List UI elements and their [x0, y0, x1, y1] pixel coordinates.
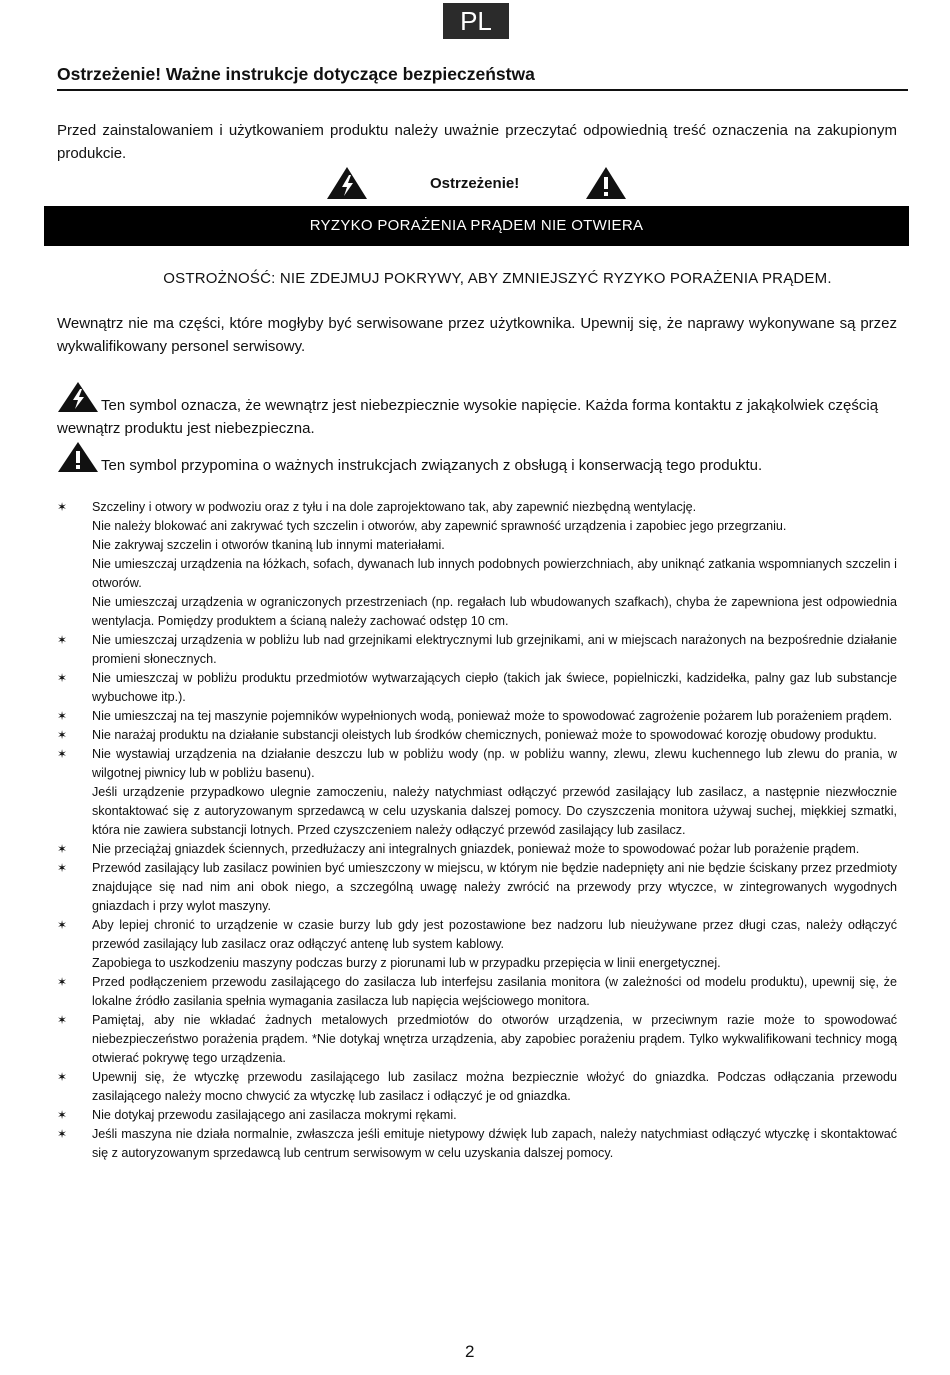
list-item-text: Nie narażaj produktu na działanie substancji oleistych lub środków chemicznych, ponieważ może to spowodować korozję obudowy produktu.: [92, 728, 877, 742]
list-item: [57, 498, 897, 631]
list-item-text: Aby lepiej chronić to urządzenie w czasie burzy lub gdy jest pozostawione bez nadzoru lub nieużywane przez długi czas, należy odłączyć przewód zasilający lub zasilacz oraz odłączyć antenę lub system kablowy.: [92, 918, 897, 951]
list-item: [57, 726, 897, 745]
shock-risk-banner: RYZYKO PORAŻENIA PRĄDEM NIE OTWIERA: [44, 206, 909, 246]
title-divider: [57, 89, 908, 91]
bullet-star-icon: ✶: [57, 747, 68, 761]
symbol-instructions-text: Ten symbol przypomina o ważnych instrukcjach związanych z obsługą i konserwacją tego produktu.: [101, 457, 763, 474]
list-item-text: Jeśli urządzenie przypadkowo ulegnie zamoczeniu, należy natychmiast odłączyć przewód zasilający lub zasilacz, a następnie niezwłocznie skontaktować się z autoryzowanym sprzedawcą w celu uzyskania dalszej pomocy. Do czyszczenia monitora używaj suchej, miękkiej szmatki, która nie zawiera substancji lotnych. Przed czyszczeniem należy odłączyć przewód zasilający lub zasilacz.: [92, 785, 897, 837]
caution-text: OSTROŻNOŚĆ: NIE ZDEJMUJ POKRYWY, ABY ZMNIEJSZYĆ RYZYKO PORAŻENIA PRĄDEM.: [163, 270, 832, 287]
warning-row: [0, 166, 950, 202]
bullet-star-icon: ✶: [57, 1108, 68, 1122]
list-item-text: Przed podłączeniem przewodu zasilającego do zasilacza lub interfejsu zasilania monitora (w zależności od modelu produktu), upewnij się, że lokalne źródło zasilania spełnia wymagania zasilacza lub napięcia wejściowego monitora.: [92, 975, 897, 1008]
symbol-voltage-text: Ten symbol oznacza, że wewnątrz jest niebezpiecznie wysokie napięcie. Każda forma kontaktu z jakąkolwiek częścią wewnątrz produktu jest niebezpieczna.: [57, 397, 879, 437]
list-item-text: Zapobiega to uszkodzeniu maszyny podczas burzy z piorunami lub w przypadku przepięcia w linii energetycznej.: [92, 956, 721, 970]
safety-instructions-list: [57, 498, 897, 1163]
list-item: [57, 859, 897, 916]
symbol-voltage-note: [57, 381, 902, 440]
language-badge: PL: [443, 3, 509, 39]
bullet-star-icon: ✶: [57, 842, 68, 856]
page-title: Ostrzeżenie! Ważne instrukcje dotyczące bezpieczeństwa: [57, 64, 535, 84]
list-item-text: Pamiętaj, aby nie wkładać żadnych metalowych przedmiotów do otworów urządzenia, w przeciwnym razie może to spowodować niebezpieczeństwo porażenia prądem. *Nie dotykaj wnętrza urządzenia, aby zapobiec porażeniu prądem. Tylko wykwalifikowani technicy mogą otwierać pokrywę tego urządzenia.: [92, 1013, 897, 1065]
list-item-text: Nie umieszczaj na tej maszynie pojemników wypełnionych wodą, ponieważ może to spowodować zagrożenie pożarem lub porażeniem prądem.: [92, 709, 893, 723]
list-item: [57, 1068, 897, 1106]
bullet-star-icon: ✶: [57, 1070, 68, 1084]
list-item: [57, 1125, 897, 1163]
list-item-text: Nie umieszczaj urządzenia w ograniczonych przestrzeniach (np. regałach lub wbudowanych szafkach), chyba że zapewniona jest odpowiednia wentylacja. Pomiędzy produktem a ścianą należy zachować odstęp 10 cm.: [92, 595, 897, 628]
list-item-text: Nie umieszczaj urządzenia w pobliżu lub nad grzejnikami elektrycznymi lub grzejnikami, ani w miejscach narażonych na bezpośrednie działanie promieni słonecznych.: [92, 633, 897, 666]
list-item: [57, 1011, 897, 1068]
list-item-text: Nie należy blokować ani zakrywać tych szczelin i otworów, aby zapewnić sprawność urządzenia i zapobiec jego przegrzaniu.: [92, 519, 787, 533]
bullet-star-icon: ✶: [57, 861, 68, 875]
symbol-instructions-note: [57, 441, 902, 477]
bullet-star-icon: ✶: [57, 671, 68, 685]
list-item: [57, 631, 897, 669]
lightning-warning-icon: [326, 166, 368, 200]
list-item: [57, 840, 897, 859]
exclamation-warning-icon: [57, 441, 99, 473]
list-item-text: Nie zakrywaj szczelin i otworów tkaniną lub innymi materiałami.: [92, 538, 445, 552]
bullet-star-icon: ✶: [57, 975, 68, 989]
bullet-star-icon: ✶: [57, 709, 68, 723]
list-item: [57, 916, 897, 973]
warning-label: Ostrzeżenie!: [430, 175, 520, 192]
list-item-text: Nie wystawiaj urządzenia na działanie deszczu lub w pobliżu wody (np. w pobliżu wanny, zlewu, zlewu kuchennego lub zlewu do prania, w wilgotnej piwnicy lub w pobliżu basenu).: [92, 747, 897, 780]
list-item-text: Nie dotykaj przewodu zasilającego ani zasilacza mokrymi rękami.: [92, 1108, 457, 1122]
list-item-text: Nie umieszczaj urządzenia na łóżkach, sofach, dywanach lub innych podobnych powierzchniach, aby uniknąć zatkania wspomnianych szczelin i otworów.: [92, 557, 897, 590]
bullet-star-icon: ✶: [57, 1013, 68, 1027]
service-note: Wewnątrz nie ma części, które mogłyby być serwisowane przez użytkownika. Upewnij się, że naprawy wykonywane są przez wykwalifikowany personel serwisowy.: [57, 315, 897, 355]
list-item: [57, 745, 897, 840]
bullet-star-icon: ✶: [57, 500, 68, 514]
exclamation-warning-icon: [585, 166, 627, 200]
list-item: [57, 707, 897, 726]
bullet-star-icon: ✶: [57, 728, 68, 742]
list-item-text: Przewód zasilający lub zasilacz powinien być umieszczony w miejscu, w którym nie będzie nadepnięty ani nie będzie ściskany przez przedmioty znajdujące się nad nim ani obok niego, a szczególną uwagę należy zwrócić na przewody przy wtyczce, w zintegrowanych wygodnych gniazdach i przy wylot maszyny.: [92, 861, 897, 913]
bullet-star-icon: ✶: [57, 633, 68, 647]
list-item-text: Nie umieszczaj w pobliżu produktu przedmiotów wytwarzających ciepło (takich jak świece, popielniczki, kadzidełka, palny gaz lub substancje wybuchowe itp.).: [92, 671, 897, 704]
list-item-text: Upewnij się, że wtyczkę przewodu zasilającego lub zasilacz można bezpiecznie włożyć do gniazdka. Podczas odłączania przewodu zasilającego należy mocno chwycić za wtyczkę lub zasilacz i odłączyć je od gniazdka.: [92, 1070, 897, 1103]
page-number: 2: [465, 1342, 475, 1361]
lightning-warning-icon: [57, 381, 99, 413]
list-item: [57, 973, 897, 1011]
list-item-text: Jeśli maszyna nie działa normalnie, zwłaszcza jeśli emituje nietypowy dźwięk lub zapach, należy natychmiast odłączyć wtyczkę i skontaktować się z autoryzowanym sprzedawcą lub centrum serwisowym w celu uzyskania dalszej pomocy.: [92, 1127, 897, 1160]
intro-paragraph: Przed zainstalowaniem i użytkowaniem produktu należy uważnie przeczytać odpowiednią treść oznaczenia na zakupionym produkcie.: [57, 122, 897, 162]
bullet-star-icon: ✶: [57, 1127, 68, 1141]
bullet-star-icon: ✶: [57, 918, 68, 932]
list-item-text: Szczeliny i otwory w podwoziu oraz z tyłu i na dole zaprojektowano tak, aby zapewnić niezbędną wentylację.: [92, 500, 697, 514]
list-item-text: Nie przeciążaj gniazdek ściennych, przedłużaczy ani integralnych gniazdek, ponieważ może to spowodować pożar lub porażenie prądem.: [92, 842, 860, 856]
list-item: [57, 669, 897, 707]
list-item: [57, 1106, 897, 1125]
